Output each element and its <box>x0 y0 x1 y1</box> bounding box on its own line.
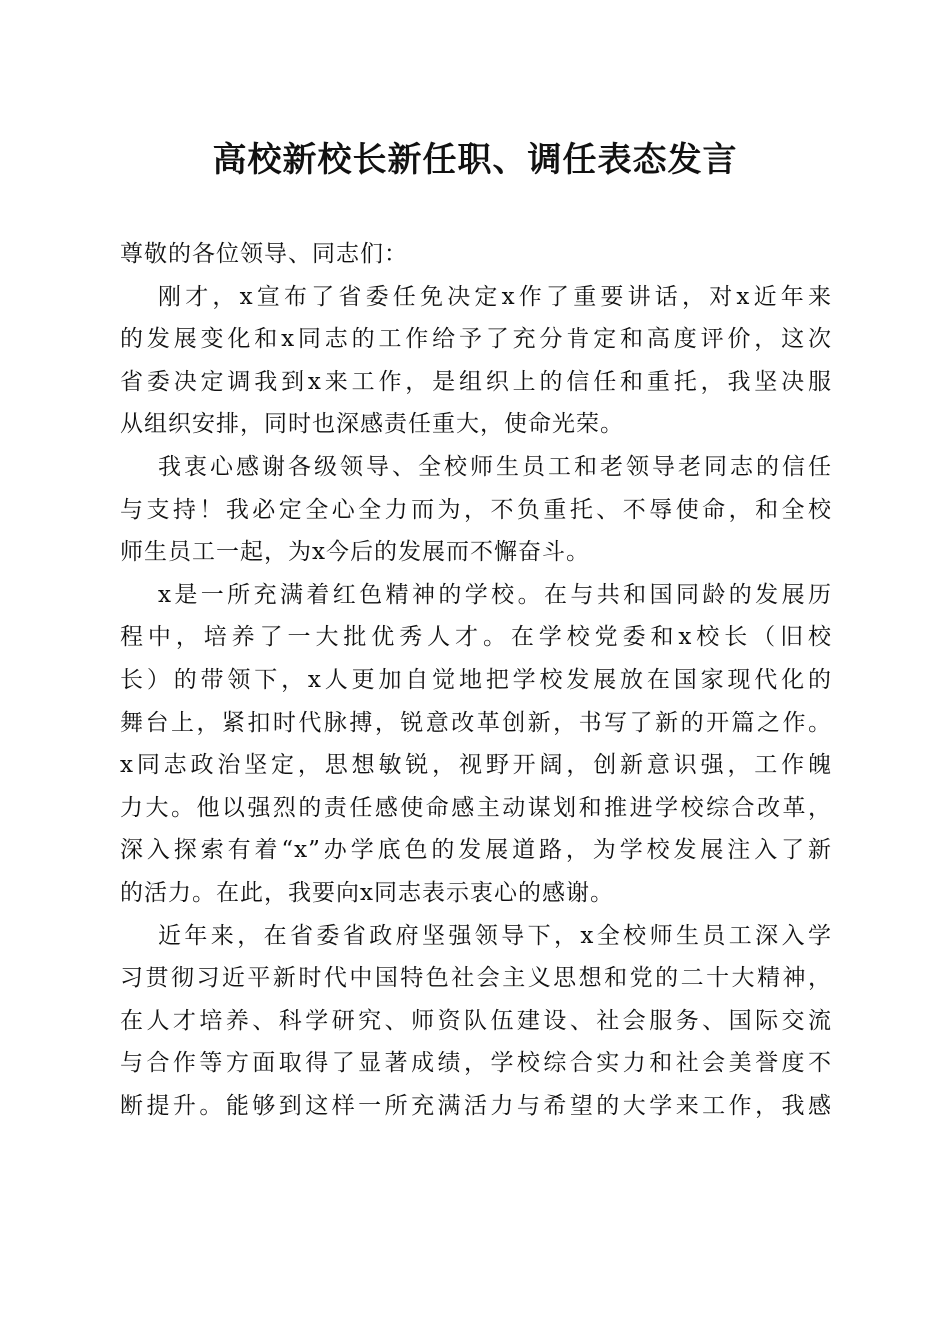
paragraph-4-line-1: 近年来，在省委省政府坚强领导下，x全校师生员工深入学 <box>158 922 832 949</box>
paragraph-1-line-1: 刚才，x宣布了省委任免决定x作了重要讲话，对x近年来 <box>158 283 832 310</box>
paragraph-2-line-3: 师生员工一起，为x今后的发展而不懈奋斗。 <box>120 539 590 566</box>
paragraph-1-line-2: 的发展变化和x同志的工作给予了充分肯定和高度评价，这次 <box>120 326 832 353</box>
paragraph-3-line-7: 深入探索有着“x”办学底色的发展道路，为学校发展注入了新 <box>120 837 832 864</box>
paragraph-3-line-1: x是一所充满着红色精神的学校。在与共和国同龄的发展历 <box>158 581 832 608</box>
paragraph-3-line-3: 长）的带领下，x人更加自觉地把学校发展放在国家现代化的 <box>120 666 832 693</box>
paragraph-2-line-1: 我衷心感谢各级领导、全校师生员工和老领导老同志的信任 <box>158 453 832 480</box>
paragraph-2-line-2: 与支持！我必定全心全力而为，不负重托、不辱使命，和全校 <box>120 496 832 523</box>
document-title: 高校新校长新任职、调任表态发言 <box>212 140 738 180</box>
salutation-line: 尊敬的各位领导、同志们： <box>120 241 408 267</box>
paragraph-4-line-2: 习贯彻习近平新时代中国特色社会主义思想和党的二十大精神， <box>120 965 832 992</box>
paragraph-3-line-8: 的活力。在此，我要向x同志表示衷心的感谢。 <box>120 879 614 906</box>
paragraph-4-line-3: 在人才培养、科学研究、师资队伍建设、社会服务、国际交流 <box>120 1007 832 1034</box>
paragraph-4-line-4: 与合作等方面取得了显著成绩，学校综合实力和社会美誉度不 <box>120 1050 832 1077</box>
paragraph-3-line-5: x同志政治坚定，思想敏锐，视野开阔，创新意识强，工作魄 <box>120 752 832 779</box>
paragraph-1-line-3: 省委决定调我到x来工作，是组织上的信任和重托，我坚决服 <box>120 368 832 395</box>
paragraph-1-line-4: 从组织安排，同时也深感责任重大，使命光荣。 <box>120 411 624 438</box>
paragraph-3-line-4: 舞台上，紧扣时代脉搏，锐意改革创新，书写了新的开篇之作。 <box>120 709 832 736</box>
paragraph-3-line-6: 力大。他以强烈的责任感使命感主动谋划和推进学校综合改革， <box>120 794 832 821</box>
paragraph-4-line-5: 断提升。能够到这样一所充满活力与希望的大学来工作，我感 <box>120 1092 832 1119</box>
paragraph-3-line-2: 程中，培养了一大批优秀人才。在学校党委和x校长（旧校 <box>120 624 832 651</box>
document-body <box>120 233 832 1127</box>
